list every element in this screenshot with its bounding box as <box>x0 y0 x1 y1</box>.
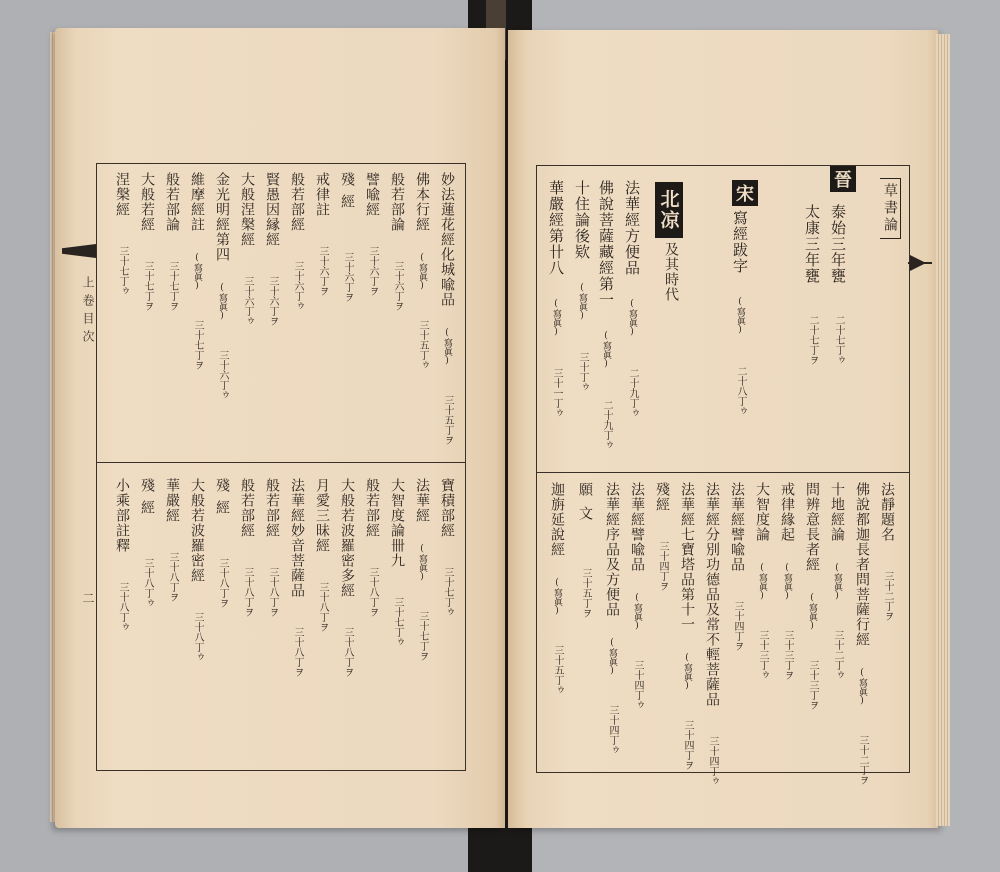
entry-page: 三十三丁ヲ <box>807 660 818 710</box>
entry-page: 三十七丁ヲ <box>192 320 203 370</box>
entry-title: 小乘部註釋 <box>114 478 130 553</box>
list-item <box>340 478 354 677</box>
entry-title: 月愛三昧經 <box>314 478 330 553</box>
entry-title: 佛說都迦長者問菩薩行經 <box>854 482 870 647</box>
entry-page: 二十七丁ヲ <box>807 315 818 365</box>
list-item <box>140 172 154 311</box>
entry-page: 三十八丁ゥ <box>142 558 153 608</box>
entry-title: 般若部論 <box>389 172 405 232</box>
entry-page: 三十五丁ヲ <box>580 568 591 618</box>
margin-page-number: 二 <box>81 592 95 610</box>
entry-note: (寫眞) <box>632 593 642 631</box>
entry-note: (寫眞) <box>782 563 792 601</box>
entry-title: 戒律緣起 <box>779 482 795 542</box>
entry-note: (寫眞) <box>417 544 427 582</box>
entry-title: 大智度論卌九 <box>389 478 405 568</box>
margin-heading: 上卷目次 <box>81 276 95 348</box>
list-item <box>365 172 379 296</box>
list-item <box>830 482 844 680</box>
entry-page: 三十六丁ゥ <box>217 350 228 400</box>
entry-page: 三十八丁ヲ <box>342 627 353 677</box>
entry-page: 三十四丁ヲ <box>682 720 693 770</box>
era-badge-song: 宋 <box>732 180 758 206</box>
list-item <box>365 478 379 617</box>
list-item <box>440 478 454 617</box>
era-badge-jin: 晉 <box>830 166 856 192</box>
list-item <box>805 482 819 710</box>
entry-page: 二十八丁ゥ <box>735 366 746 416</box>
entry-page: 三十六丁ヲ <box>367 246 378 296</box>
list-item <box>115 478 129 632</box>
entry-title: 般若部經 <box>364 478 380 538</box>
entry-note: (寫眞) <box>552 578 562 616</box>
entry-page: 三十三丁ヲ <box>782 630 793 680</box>
list-item <box>730 482 744 651</box>
entry-page: 三十八丁ヲ <box>367 567 378 617</box>
entry-note: (寫眞) <box>442 328 452 366</box>
entry-title: 殘經 <box>654 482 670 512</box>
entry-page: 三十六丁ゥ <box>242 276 253 326</box>
right-page-divider <box>536 472 910 473</box>
entry-page: 三十二丁ヲ <box>857 735 868 785</box>
list-item <box>880 482 894 621</box>
entry-page: 三十八丁ヲ <box>167 552 178 602</box>
entry-title: 金光明經第四 <box>214 172 230 262</box>
entry-title: 大般若波羅密多經 <box>339 478 355 598</box>
entry-page: 三十八丁ゥ <box>192 612 203 662</box>
list-item <box>315 478 329 632</box>
entry-page: 三十二丁ゥ <box>832 630 843 680</box>
entry-title: 太康三年甕 <box>803 204 821 284</box>
list-item <box>390 172 404 311</box>
list-item <box>624 180 639 418</box>
entry-title: 大智度論 <box>754 482 770 542</box>
entry-note: (寫眞) <box>857 668 867 706</box>
entry-page: 三十七丁ヲ <box>417 611 428 661</box>
entry-title: 法華經七寶塔品第十一 <box>679 482 695 632</box>
entry-note: (寫眞) <box>417 253 427 291</box>
entry-title: 大般若波羅密經 <box>189 478 205 583</box>
entry-title: 法華經譬喩品 <box>729 482 745 572</box>
list-item <box>265 172 279 326</box>
entry-title: 十住論後欵 <box>573 180 591 260</box>
entry-title: 佛說菩薩藏經第一 <box>597 180 615 308</box>
list-item <box>240 172 254 326</box>
entry-page: 三十五丁ゥ <box>417 320 428 370</box>
right-page-frame <box>536 165 910 773</box>
entry-page: 三十八丁ゥ <box>117 582 128 632</box>
entry-title: 般若部經 <box>289 172 305 232</box>
entry-page: 二十九丁ゥ <box>601 400 612 450</box>
list-item <box>550 482 564 695</box>
entry-title: 般若部論 <box>164 172 180 232</box>
entry-note: (寫眞) <box>735 297 745 335</box>
list-item <box>548 180 563 418</box>
entry-page: 三十二丁ヲ <box>882 571 893 621</box>
list-item <box>140 478 154 608</box>
list-item <box>265 478 279 617</box>
section-title: 草書論 <box>880 178 901 239</box>
list-item <box>290 172 304 311</box>
entry-page: 三十四丁ゥ <box>632 660 643 710</box>
entry-page: 三十五丁ヲ <box>442 395 453 445</box>
list-item <box>655 482 669 591</box>
list-item <box>215 172 229 400</box>
entry-page: 三十七丁ヲ <box>142 261 153 311</box>
entry-page: 三十六丁ゥ <box>292 261 303 311</box>
entry-page: 三十八丁ヲ <box>267 567 278 617</box>
entry-title: 佛本行經 <box>414 172 430 232</box>
entry-title: 大般涅槃經 <box>239 172 255 247</box>
entry-page: 三十六丁ヲ <box>317 246 328 296</box>
list-item <box>732 210 747 416</box>
entry-title: 賢愚因縁經 <box>264 172 280 247</box>
list-item <box>190 172 204 370</box>
entry-title: 大般若經 <box>139 172 155 232</box>
left-page-divider <box>96 462 466 463</box>
list-item <box>680 482 694 770</box>
list-item <box>574 180 589 392</box>
entry-note: (寫眞) <box>807 593 817 631</box>
entry-page: 三十四丁ゥ <box>607 705 618 755</box>
entry-title: 問辨意長者經 <box>804 482 820 572</box>
entry-note: (寫眞) <box>217 283 227 321</box>
entry-title: 法靜題名 <box>879 482 895 542</box>
entry-title: 寫經跋字 <box>731 210 749 274</box>
entry-title: 殘經 <box>339 172 355 216</box>
list-item <box>440 172 454 445</box>
list-item <box>578 482 592 618</box>
entry-page: 三十八丁ヲ <box>217 558 228 608</box>
entry-title: 般若部經 <box>239 478 255 538</box>
list-item <box>315 172 329 296</box>
entry-page: 三十丁ゥ <box>577 352 588 392</box>
list-item <box>780 482 794 680</box>
entry-title: 維摩經註 <box>189 172 205 232</box>
list-item <box>340 172 354 302</box>
entry-page: 三十七丁ゥ <box>442 567 453 617</box>
entry-title: 妙法蓮花經化城喩品 <box>439 172 455 307</box>
entry-title: 般若部經 <box>264 478 280 538</box>
entry-page: 三十六丁ヲ <box>267 276 278 326</box>
entry-page: 三十七丁ゥ <box>392 597 403 647</box>
entry-note: (寫眞) <box>757 563 767 601</box>
entry-title: 法華經方便品 <box>623 180 641 276</box>
entry-title: 法華經 <box>414 478 430 523</box>
entry-title: 戒律註 <box>314 172 330 217</box>
list-item <box>240 478 254 617</box>
entry-title: 華嚴經第卄八 <box>547 180 565 276</box>
entry-title: 寶積部經 <box>439 478 455 538</box>
era-badge-beiliang: 北凉 <box>655 182 683 238</box>
entry-title: 涅槃經 <box>114 172 130 217</box>
right-page-stack-edge <box>936 34 950 826</box>
entry-title: 泰始三年甕 <box>829 204 847 284</box>
entry-title: 願文 <box>577 482 593 530</box>
list-item <box>598 180 613 450</box>
entry-note: (寫眞) <box>607 638 617 676</box>
entry-title: 殘經 <box>139 478 155 522</box>
list-item <box>705 482 719 786</box>
list-item <box>115 172 129 296</box>
thumb-tab-line <box>908 262 932 264</box>
entry-page: 三十四丁ゥ <box>707 736 718 786</box>
entry-title: 法華經序品及方便品 <box>604 482 620 617</box>
list-item <box>415 478 429 661</box>
entry-page: 二十九丁ゥ <box>627 368 638 418</box>
entry-note: (寫眞) <box>601 331 611 369</box>
list-item <box>165 172 179 311</box>
list-item <box>215 478 229 608</box>
list-item <box>290 478 304 677</box>
entry-page: 三十三丁ゥ <box>757 630 768 680</box>
entry-title: 殘經 <box>214 478 230 522</box>
list-item <box>605 482 619 755</box>
list-item <box>855 482 869 785</box>
entry-page: 三十八丁ヲ <box>317 582 328 632</box>
entry-note: (寫眞) <box>551 299 561 337</box>
list-item <box>190 478 204 662</box>
list-item <box>630 482 644 710</box>
era-suffix: 及其時代 <box>663 242 679 302</box>
list-item <box>830 204 845 365</box>
list-item <box>415 172 429 370</box>
entry-page: 三十七丁ヲ <box>167 261 178 311</box>
entry-title: 華嚴經 <box>164 478 180 523</box>
entry-title: 法華經妙音菩薩品 <box>289 478 305 598</box>
entry-title: 迦旃延說經 <box>549 482 565 557</box>
entry-note: (寫眞) <box>682 653 692 691</box>
list-item <box>165 478 179 602</box>
entry-page: 三十六丁ヲ <box>342 252 353 302</box>
entry-page: 三十四丁ヲ <box>657 541 668 591</box>
entry-page: 三十七丁ゥ <box>117 246 128 296</box>
entry-title: 譬喩經 <box>364 172 380 217</box>
entry-page: 三十一丁ゥ <box>551 368 562 418</box>
entry-note: (寫眞) <box>577 283 587 321</box>
list-item <box>804 204 819 365</box>
entry-title: 法華經分別功德品及常不輕菩薩品 <box>704 482 720 707</box>
entry-note: (寫眞) <box>832 563 842 601</box>
entry-title: 十地經論 <box>829 482 845 542</box>
entry-page: 三十六丁ヲ <box>392 261 403 311</box>
entry-page: 三十五丁ゥ <box>552 645 563 695</box>
entry-page: 二十七丁ゥ <box>833 315 844 365</box>
list-item <box>390 478 404 647</box>
entry-title: 法華經譬喩品 <box>629 482 645 572</box>
entry-note: (寫眞) <box>192 253 202 291</box>
entry-page: 三十八丁ヲ <box>292 627 303 677</box>
list-item <box>755 482 769 680</box>
entry-note: (寫眞) <box>627 299 637 337</box>
entry-page: 三十四丁ヲ <box>732 601 743 651</box>
entry-page: 三十八丁ヲ <box>242 567 253 617</box>
